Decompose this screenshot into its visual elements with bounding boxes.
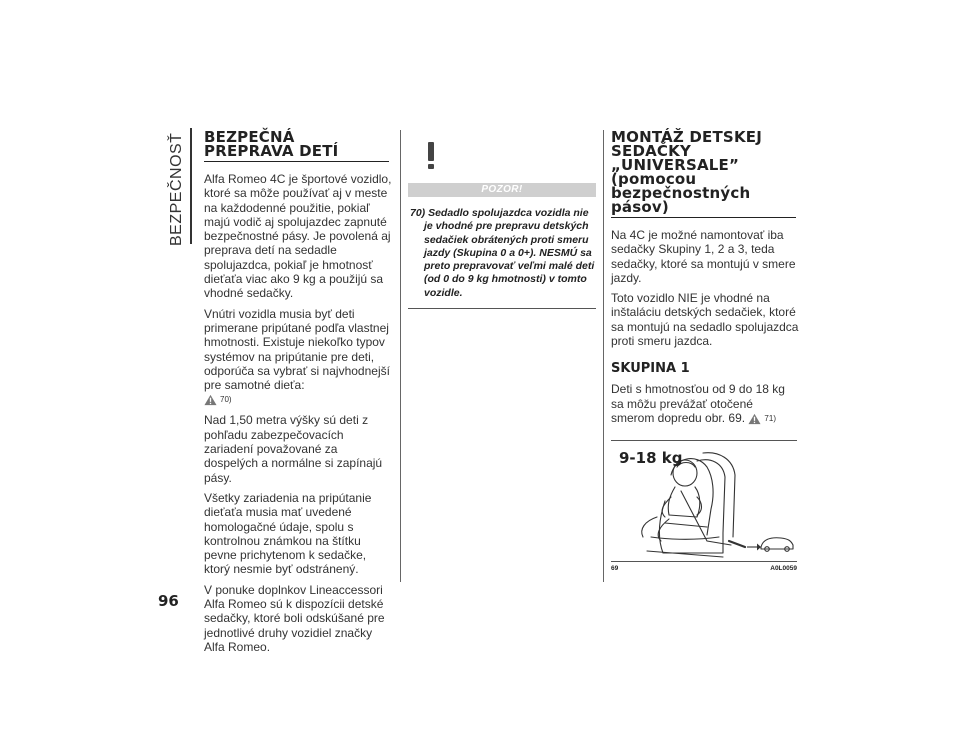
warning-box [408, 197, 596, 309]
exclamation-warning-icon [418, 140, 444, 170]
section-side-label: BEZPEČNOSŤ [168, 132, 185, 246]
column-warning [408, 140, 596, 309]
warning-reference[interactable] [748, 412, 776, 426]
warning-title-bar: POZOR! [408, 183, 596, 197]
warning-text: 70) Sedadlo spolujazdca vozidla nie je vhodné pre prepravu detských sedačiek obrátených proti smeru jazdy (Skupina 0 a 0+). NESMÚ sa preto prepravovať veľmi malé deti (od 0 do 9 kg hmotnosti) v tomto vozidle. [410, 207, 595, 299]
figure-number: 69 [611, 564, 619, 572]
section-heading: MONTÁŽ DETSKEJ SEDAČKY „UNIVERSALE” (pomocou bezpečnostných pásov) [611, 130, 796, 218]
figure-child-seat [611, 440, 797, 562]
paragraph-text: Vnútri vozidla musia byť deti primerane pripútané podľa vlastnej hmotnosti. Existuje niekoľko typov systémov na pripútanie pre deti, odporúča sa vybrať si najvhodnejší pre samotné dieťa: [204, 306, 390, 393]
figure-code: A0L0059 [770, 564, 797, 572]
paragraph: Všetky zariadenia na pripútanie dieťaťa musia mať uvedené homologačné údaje, spolu s kontrolnou známkou na štítku pevne prichytenom k sedačke, ktorý nesmie byť odstránený. [204, 490, 372, 577]
column-divider [400, 130, 401, 582]
column-child-transport [204, 130, 392, 660]
subsection-heading: SKUPINA 1 [611, 361, 690, 377]
column-seat-installation [611, 130, 799, 572]
paragraph-text: Deti s hmotnosťou od 9 do 18 kg sa môžu prevážať otočené smerom dopredu obr. 69. [611, 382, 785, 425]
paragraph: Na 4C je možné namontovať iba sedačky Skupiny 1, 2 a 3, teda sedačky, ktoré sa montujú v smere jazdy. [611, 228, 796, 285]
warning-triangle-icon [748, 413, 761, 425]
warning-triangle-icon [204, 394, 217, 406]
paragraph: Toto vozidlo NIE je vhodné na inštaláciu detských sedačiek, ktoré sa montujú na sedadlo spolujazdca proti smeru jazdca. [611, 291, 799, 349]
warning-reference-number: 70) [220, 395, 232, 405]
warning-reference[interactable] [204, 393, 232, 407]
column-divider [603, 130, 604, 582]
paragraph: Nad 1,50 metra výšky sú deti z pohľadu zabezpečovacích zariadení považované za dospelých a normálne si zapínajú pásy. [204, 413, 383, 485]
warning-reference-number: 71) [764, 413, 776, 423]
paragraph: Alfa Romeo 4C je športové vozidlo, ktoré sa môže používať aj v meste na každodenné použitie, pokiaľ majú vodič aj spolujazdec zapnuté bezpečnostné pásy. Je povolená aj preprava detí na sedadle spolujazdca, pokiaľ je hmotnosť dieťaťa viac ako 9 kg a použijú sa vhodné sedačky. [204, 172, 392, 301]
page-number: 96 [158, 592, 179, 610]
paragraph: V ponuke doplnkov Lineaccessori Alfa Romeo sú k dispozícii detské sedačky, ktoré boli odskúšané pre jednotlivé druhy vozidiel značky Alfa Romeo. [204, 582, 385, 654]
paragraph [204, 307, 392, 408]
figure-weight-label: 9-18 kg [619, 448, 683, 467]
figure-caption [611, 565, 797, 572]
section-heading: BEZPEČNÁ PREPRAVA DETÍ [204, 130, 389, 162]
paragraph [611, 382, 799, 426]
